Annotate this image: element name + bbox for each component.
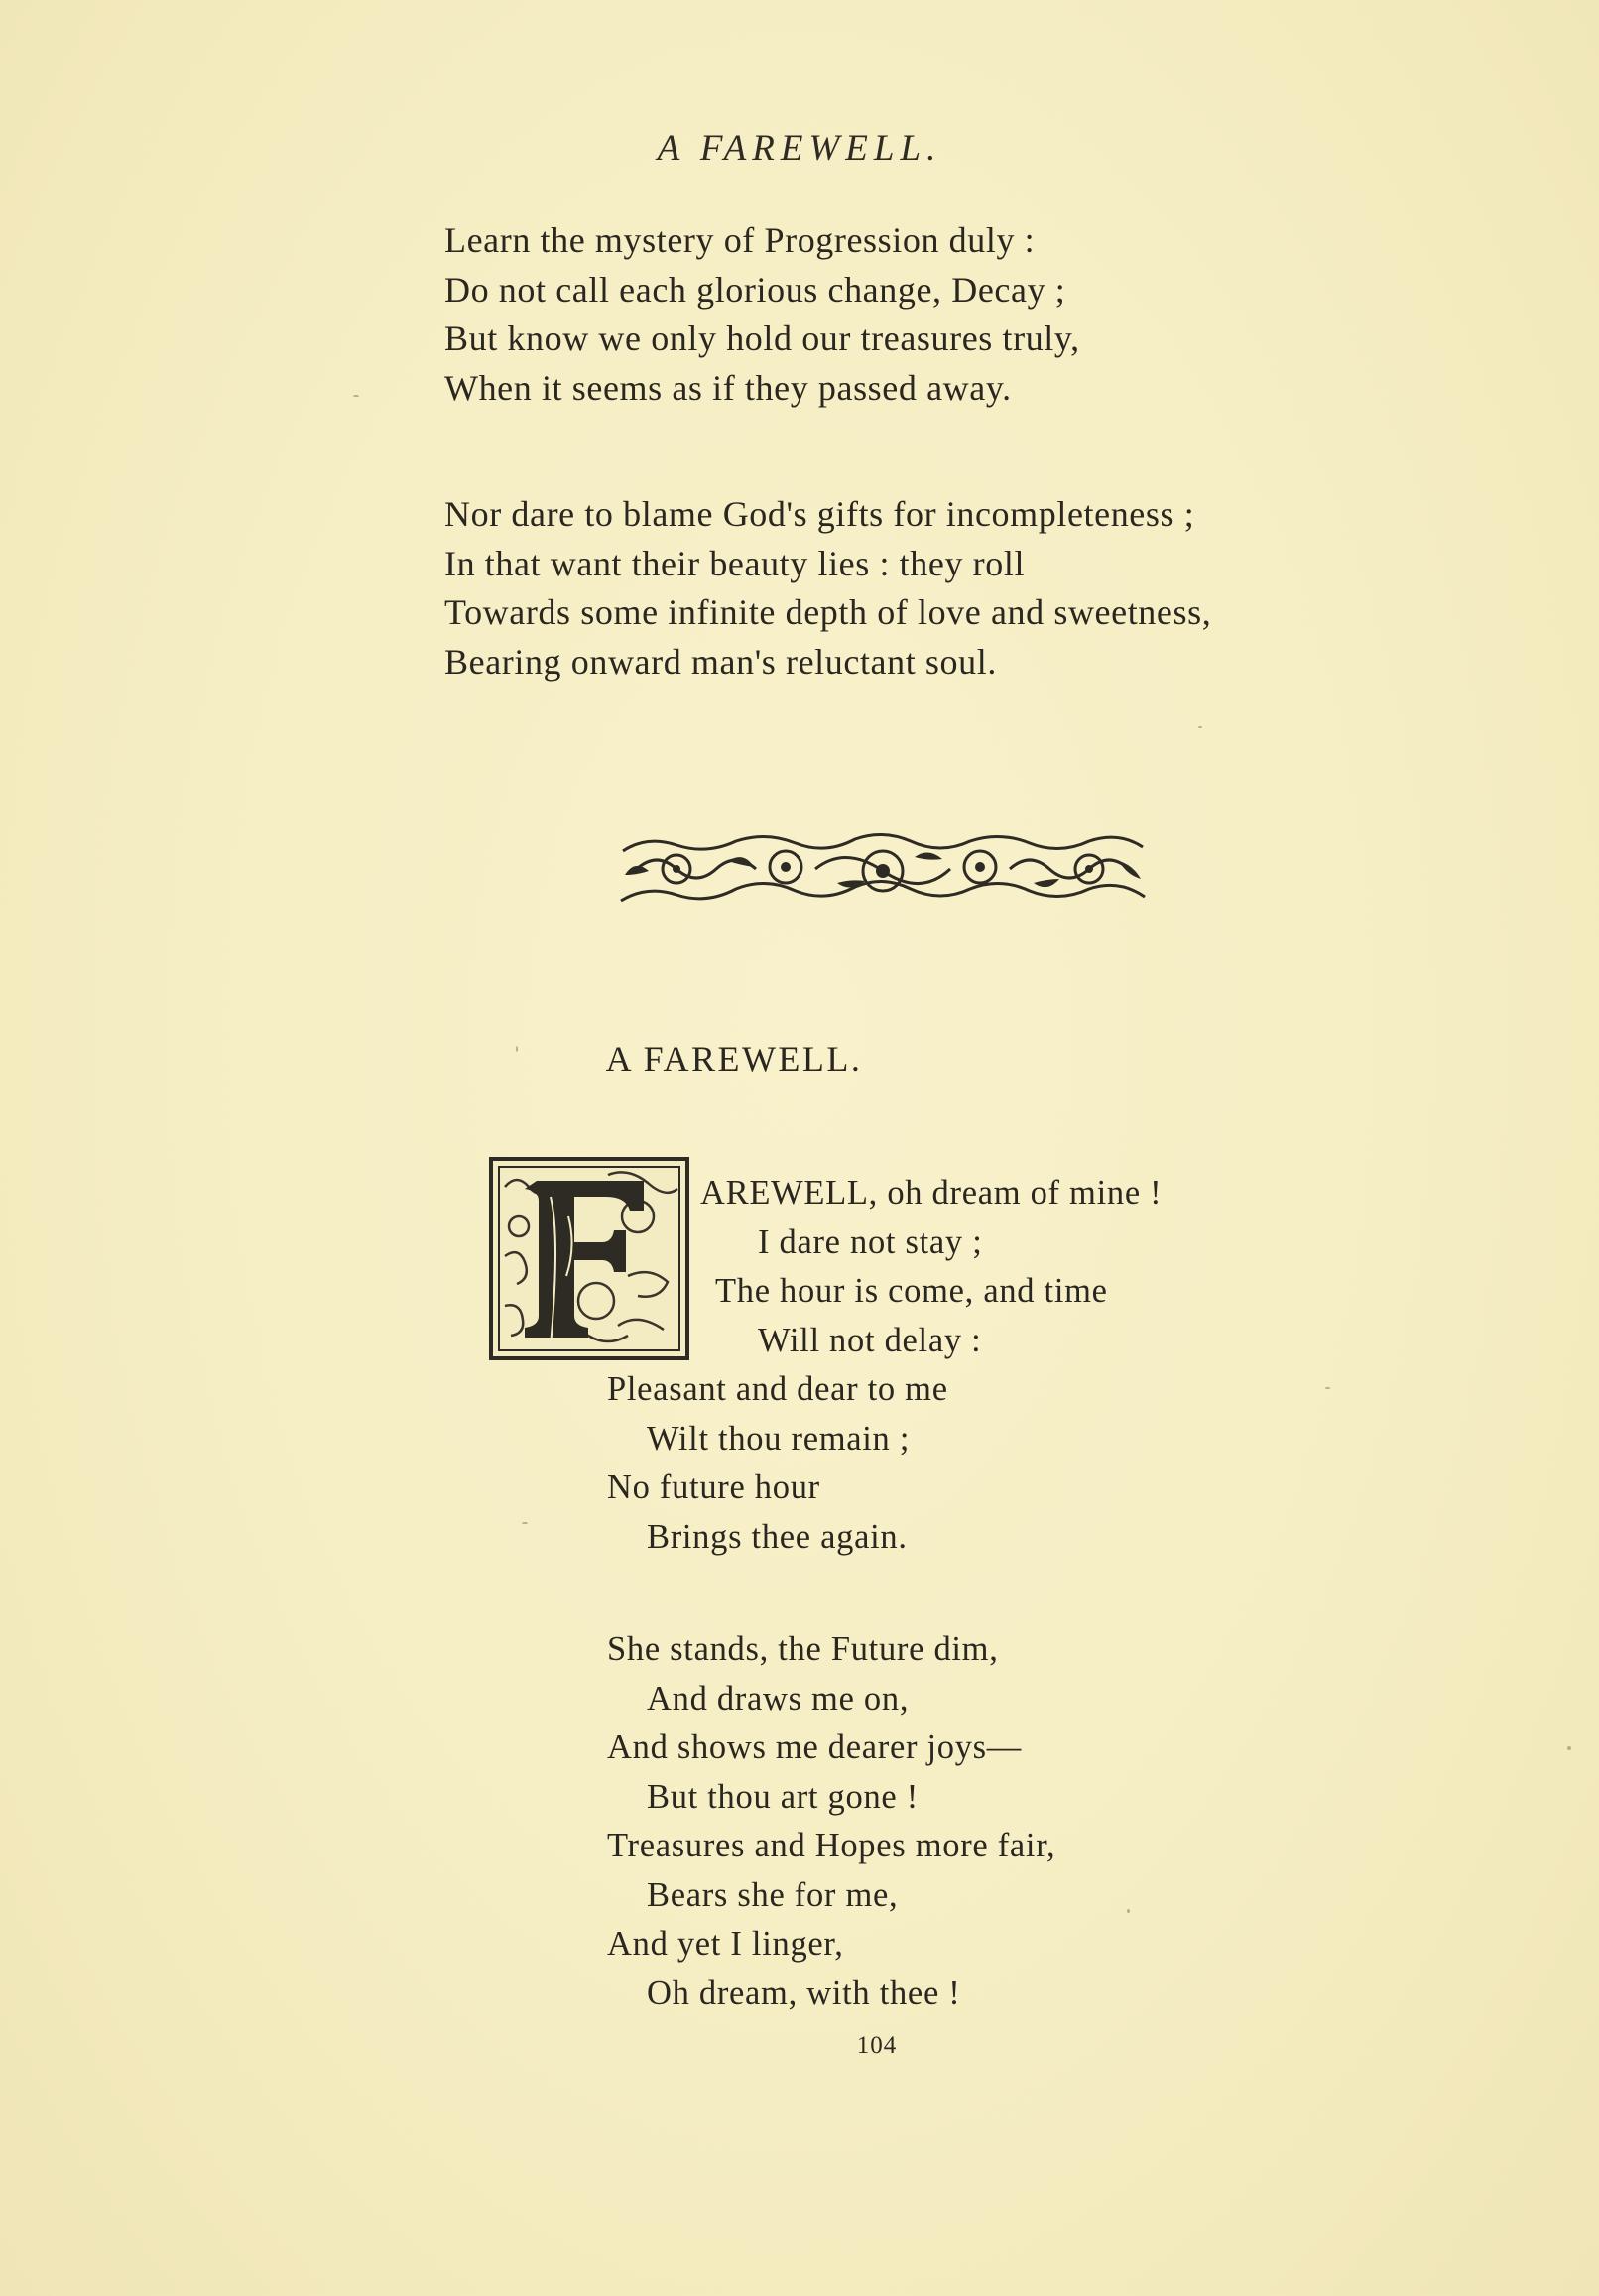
verse-1-closing-lines bbox=[607, 1365, 948, 1562]
verse-line: I dare not stay ; bbox=[758, 1222, 983, 1261]
verse-line: Will not delay : bbox=[758, 1321, 982, 1359]
stanza-line: When it seems as if they passed away. bbox=[444, 367, 1012, 408]
stanza-1 bbox=[444, 216, 1080, 413]
verse-line: And draws me on, bbox=[647, 1679, 910, 1718]
verse-line: And shows me dearer joys— bbox=[607, 1728, 1023, 1766]
decorated-initial-letter bbox=[489, 1157, 689, 1360]
verse-line: Brings thee again. bbox=[647, 1517, 908, 1556]
stanza-line: Bearing onward man's reluctant soul. bbox=[444, 641, 997, 682]
stanza-line: Nor dare to blame God's gifts for incompleteness ; bbox=[444, 494, 1195, 534]
verse-line: AREWELL, oh dream of mine ! bbox=[700, 1174, 1163, 1212]
verse-line: Wilt thou remain ; bbox=[647, 1419, 911, 1458]
verse-line: The hour is come, and time bbox=[715, 1272, 1108, 1310]
stanza-line: In that want their beauty lies : they roll bbox=[444, 543, 1026, 583]
verse-2 bbox=[607, 1625, 1055, 2018]
verse-line: Oh dream, with thee ! bbox=[647, 1974, 961, 2012]
poem-title: A FAREWELL. bbox=[605, 1039, 863, 1079]
stanza-2 bbox=[444, 490, 1211, 687]
page-number: 104 bbox=[856, 2032, 898, 2059]
running-head: A FAREWELL. bbox=[657, 128, 942, 169]
verse-line: She stands, the Future dim, bbox=[607, 1630, 999, 1668]
stanza-line: Do not call each glorious change, Decay ; bbox=[444, 269, 1066, 310]
verse-line: Treasures and Hopes more fair, bbox=[607, 1827, 1056, 1864]
verse-line: Pleasant and dear to me bbox=[607, 1370, 948, 1408]
floral-headpiece-ornament bbox=[617, 831, 1149, 907]
verse-line: But thou art gone ! bbox=[647, 1777, 919, 1816]
stanza-line: But know we only hold our treasures truly, bbox=[444, 319, 1080, 358]
verse-1-opening-lines bbox=[700, 1169, 1162, 1365]
verse-line: No future hour bbox=[607, 1468, 820, 1506]
stanza-line: Learn the mystery of Progression duly : bbox=[444, 220, 1036, 260]
stanza-line: Towards some infinite depth of love and sweetness, bbox=[444, 592, 1212, 632]
verse-line: And yet I linger, bbox=[607, 1925, 844, 1963]
verse-line: Bears she for me, bbox=[647, 1875, 899, 1914]
